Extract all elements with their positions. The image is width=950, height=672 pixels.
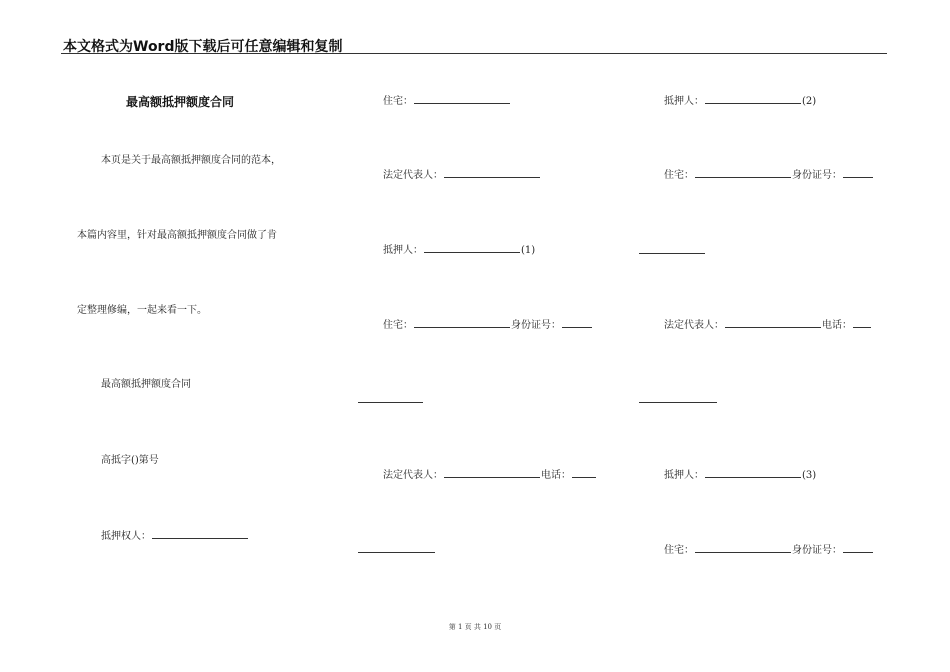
id-number-label-2: 身份证号： <box>511 320 561 331</box>
legal-rep-label-2: 法定代表人： <box>383 470 443 481</box>
id-number-label-4: 身份证号： <box>792 545 842 556</box>
residence-field-3 <box>664 168 874 182</box>
legal-rep-field-3 <box>664 318 872 332</box>
id-number-blank-2 <box>562 318 592 328</box>
phone-label-3: 电话： <box>822 320 852 331</box>
residence-label-3: 住宅： <box>664 170 694 181</box>
legal-rep-blank-2 <box>444 468 540 478</box>
id-number-label-3: 身份证号： <box>792 170 842 181</box>
residence-label-1: 住宅： <box>383 96 413 107</box>
mortgagor-label-3: 抵押人： <box>664 470 704 481</box>
continuation-rule-1 <box>358 402 423 403</box>
phone-label-2: 电话： <box>541 470 571 481</box>
intro-line-3: 定整理修编，一起来看一下。 <box>77 305 207 316</box>
mortgagee-blank <box>152 529 248 539</box>
contract-heading: 最高额抵押额度合同 <box>101 379 191 390</box>
phone-blank-3 <box>853 318 871 328</box>
mortgagor-number-3: (3) <box>802 470 817 481</box>
residence-field-4 <box>664 543 874 557</box>
mortgagor-label-1: 抵押人： <box>383 245 423 256</box>
continuation-rule-3 <box>639 253 705 254</box>
legal-rep-label-3: 法定代表人： <box>664 320 724 331</box>
header-title: 本文格式为Word版下载后可任意编辑和复制 <box>63 39 343 55</box>
page-footer: 第 1 页 共 10 页 <box>448 623 502 631</box>
mortgagor-label-2: 抵押人： <box>664 96 704 107</box>
legal-rep-field-2 <box>383 468 597 482</box>
legal-rep-blank-1 <box>444 168 540 178</box>
mortgagee-label: 抵押权人： <box>101 531 151 542</box>
phone-blank-2 <box>572 468 596 478</box>
residence-blank-1 <box>414 94 510 104</box>
contract-number: 高抵字()第号 <box>101 455 159 466</box>
mortgagor-blank-1 <box>424 243 520 253</box>
legal-rep-field-1 <box>383 168 541 182</box>
residence-blank-4 <box>695 543 791 553</box>
intro-line-1: 本页是关于最高额抵押额度合同的范本， <box>101 155 281 166</box>
residence-label-2: 住宅： <box>383 320 413 331</box>
id-number-blank-4 <box>843 543 873 553</box>
residence-label-4: 住宅： <box>664 545 694 556</box>
mortgagee-field <box>101 529 249 543</box>
document-title: 最高额抵押额度合同 <box>126 95 235 109</box>
residence-blank-2 <box>414 318 510 328</box>
residence-field-2 <box>383 318 593 332</box>
header-divider <box>61 53 887 54</box>
mortgagor-field-3 <box>664 468 816 482</box>
mortgagor-blank-2 <box>705 94 801 104</box>
mortgagor-number-1: (1) <box>521 245 536 256</box>
continuation-rule-2 <box>358 552 435 553</box>
mortgagor-field-1 <box>383 243 535 257</box>
continuation-rule-4 <box>639 402 717 403</box>
residence-blank-3 <box>695 168 791 178</box>
mortgagor-blank-3 <box>705 468 801 478</box>
legal-rep-label-1: 法定代表人： <box>383 170 443 181</box>
mortgagor-number-2: (2) <box>802 96 817 107</box>
residence-field-1 <box>383 94 511 108</box>
legal-rep-blank-3 <box>725 318 821 328</box>
id-number-blank-3 <box>843 168 873 178</box>
mortgagor-field-2 <box>664 94 816 108</box>
intro-line-2: 本篇内容里，针对最高额抵押额度合同做了肯 <box>77 230 277 241</box>
